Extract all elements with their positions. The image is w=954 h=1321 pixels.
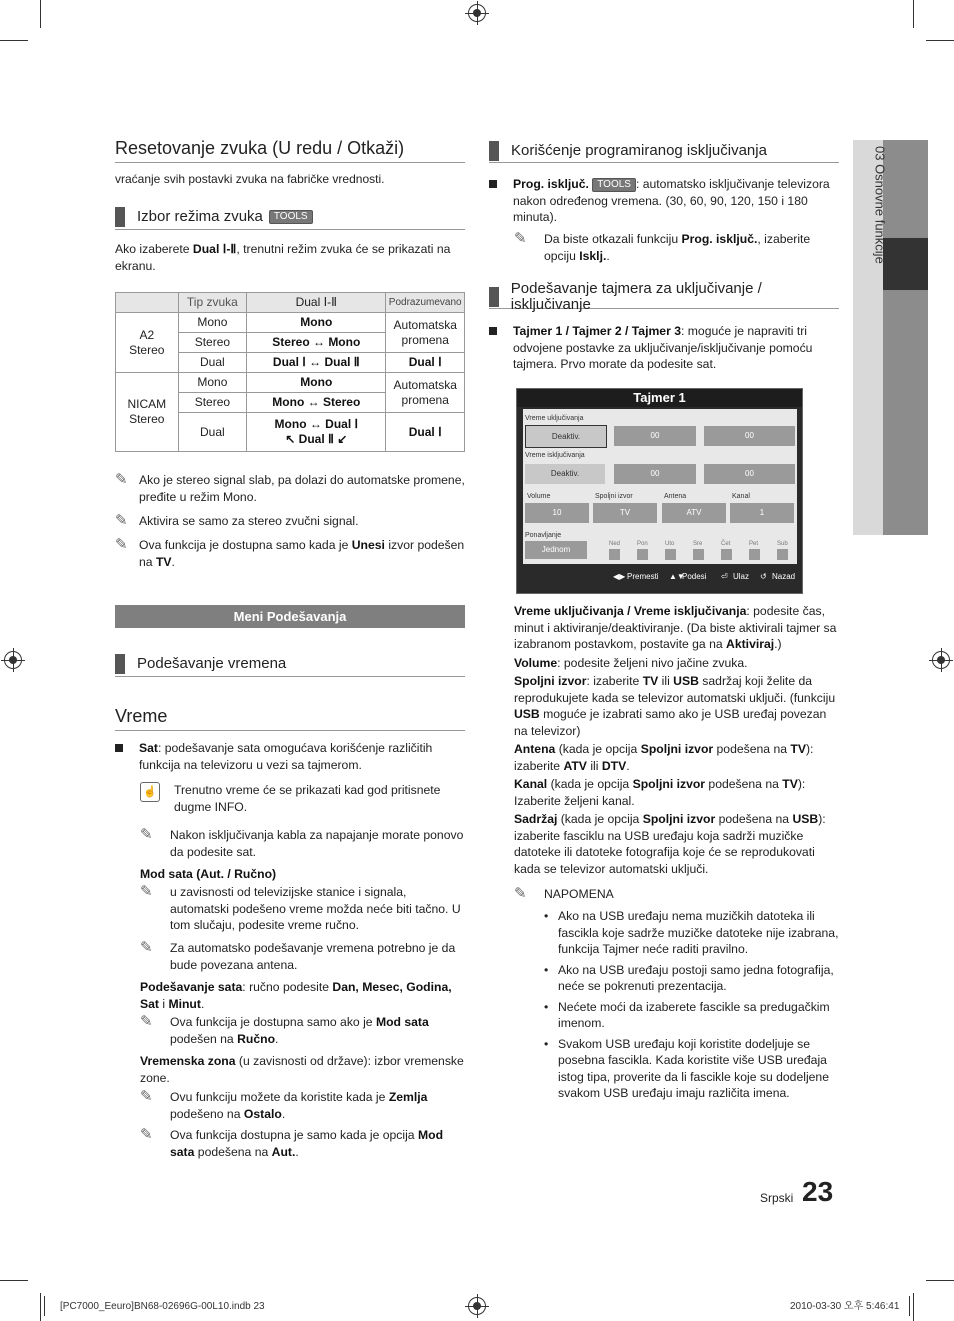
reset-description: vraćanje svih postavki zvuka na fabričke vrednosti. (115, 172, 385, 186)
crop-mark (926, 40, 954, 41)
chapter-label: 03 Osnovne funkcije (872, 146, 888, 264)
table-row: Stereo Mono ↔ Stereo (116, 393, 465, 413)
table-row: A2 Stereo Mono Mono Automatska promena (116, 313, 465, 333)
file-info: [PC7000_Eeuro]BN68-02696G-00L10.indb 23 (60, 1301, 265, 1312)
channel-field[interactable]: 1 (730, 503, 794, 523)
chapter-side-tab (853, 140, 928, 535)
pencil-note-icon: ✎ (140, 883, 153, 900)
timer-osd-screen: Tajmer 1 Vreme uključivanja Deaktiv. 00 00 Vreme isključivanja Deaktiv. 00 00 Volume Spoljni izvor Antena Kanal 10 TV ATV 1 Ponavljanje Jednom Ned Pon Uto Sre Čet Pet Sub ◀▶ Premesti ▲▼ Podesi ⏎ Ulaz ↺ Nazad (516, 388, 803, 594)
note-item: ☝ Trenutno vreme će se prikazati kad god pritisnete dugme INFO. (140, 782, 465, 815)
note-item: ✎ Ako je stereo signal slab, pa dolazi do automatske promene, pređite u režim Mono. (115, 471, 465, 504)
tools-button-icon: TOOLS (269, 210, 313, 224)
crop-mark (0, 1280, 28, 1281)
note-item: ✎ Aktivira se samo za stereo zvučni signal. (115, 512, 359, 529)
page-number: 23 (802, 1176, 834, 1207)
off-time-minute-field[interactable]: 00 (704, 464, 795, 484)
repeat-field[interactable]: Jednom (525, 541, 587, 559)
registration-mark-icon (932, 651, 950, 669)
table-row: NICAM Stereo Mono Mono Automatska promena (116, 373, 465, 393)
pencil-note-icon: ✎ (140, 1126, 153, 1143)
crop-mark (926, 1280, 954, 1281)
pencil-note-icon: ✎ (140, 1088, 153, 1105)
antenna-field[interactable]: ATV (662, 503, 726, 523)
off-time-hour-field[interactable]: 00 (614, 464, 696, 484)
subheading-time-settings: Podešavanje vremena (115, 652, 465, 677)
crop-mark (40, 0, 41, 28)
pencil-note-icon: ✎ (514, 885, 527, 902)
bullet-item: Tajmer 1 / Tajmer 2 / Tajmer 3: moguće je napraviti tri odvojene postavke za uključivanje/isključivanje pomoću tajmera. Prvo morate da podesite sat. (489, 323, 839, 373)
registration-mark-icon (4, 651, 22, 669)
day-checkbox[interactable] (693, 549, 704, 560)
sound-type-table (115, 292, 465, 452)
osd-panel: Vreme uključivanja Deaktiv. 00 00 Vreme isključivanja Deaktiv. 00 00 Volume Spoljni izvor Antena Kanal 10 TV ATV 1 Ponavljanje Jednom Ned Pon Uto Sre Čet Pet Sub (523, 409, 797, 564)
remote-hand-icon: ☝ (140, 782, 160, 802)
return-icon: ↺ (760, 572, 767, 581)
pencil-note-icon: ✎ (140, 826, 153, 843)
timer-description: Vreme uključivanja / Vreme isključivanja: podesite čas, minut i aktiviranje/deaktiviranje. (Da biste aktivirali tajmer sa izabranom postavkom, postavite ga na Aktiviraj.) Volume: podesite željeni nivo jačine zvuka. Spoljni izvor: izaberite TV ili USB sadržaj koji želite da reprodukujete kada se televizor automatski uključi. (funkciju USB moguće je izabrati samo ako je USB uređaj povezan na televizor) Antena (kada je opcija Spoljni izvor podešena na TV): izaberite ATV ili DTV. Kanal (kada je opcija Spoljni izvor podešena na TV): Izaberite željeni kanal. Sadržaj (kada je opcija Spoljni izvor podešena na USB): izaberite fasciklu na USB uređaju koja sadrži muzičke datoteke ili datoteke fotografija koje će se reprodukovati kada se televizor automatski uključi. (514, 604, 837, 876)
list-item: • Nećete moći da izaberete fascikle sa predugačkim imenom. (544, 999, 830, 1030)
clock-set-paragraph: Podešavanje sata: ručno podesite Dan, Mesec, Godina, Sat i Minut. (140, 980, 452, 1011)
bullet-item: Prog. isključ. TOOLS : automatsko isključivanje televizora nakon određenog vremena. (30, 60, 90, 120, 150 i 180 minuta). (489, 176, 839, 226)
pencil-note-icon: ✎ (140, 1013, 153, 1030)
pencil-note-icon: ✎ (115, 536, 128, 553)
note-item: ✎ Za automatsko podešavanje vremena potrebno je da bude povezana antena. (140, 939, 456, 972)
note-item: ✎ u zavisnosti od televizijske stanice i signala, automatski podešeno vreme možda neće biti tačno. U tom slučaju, podesite vreme ručno. (140, 883, 461, 932)
crop-mark (913, 0, 914, 28)
note-item: ✎ Ovu funkciju možete da koristite kada je Zemlja podešeno na Ostalo. (140, 1088, 428, 1121)
pencil-note-icon: ✎ (115, 512, 128, 529)
day-checkbox[interactable] (777, 549, 788, 560)
table-row: Dual Mono ↔ Dual Ⅰ ↖ Dual Ⅱ ↙ Dual Ⅰ (116, 413, 465, 452)
subheading-on-off-timer: Podešavanje tajmera za uključivanje / isključivanje (489, 286, 839, 309)
on-time-hour-field[interactable]: 00 (614, 426, 696, 446)
on-time-minute-field[interactable]: 00 (704, 426, 795, 446)
table-header-row: Tip zvuka Dual Ⅰ-Ⅱ Podrazumevano (116, 293, 465, 313)
subheading-sound-mode: Izbor režima zvuka TOOLS (115, 205, 465, 230)
pencil-note-icon: ✎ (115, 471, 128, 488)
day-checkbox[interactable] (609, 549, 620, 560)
pencil-note-icon: ✎ (140, 939, 153, 956)
enter-icon: ⏎ (721, 572, 728, 581)
note-item: ✎ Ova funkcija je dostupna samo kada je Unesi izvor podešen na TV. (115, 536, 465, 569)
day-checkbox[interactable] (749, 549, 760, 560)
print-date: 2010-03-30 오후 5:46:41 (790, 1301, 900, 1312)
note-item: ✎ Nakon isključivanja kabla za napajanje morate ponovo da podesite sat. (140, 826, 464, 859)
day-checkbox[interactable] (665, 549, 676, 560)
note-item: ✎ NAPOMENA (514, 885, 614, 902)
note-item: ✎ Da biste otkazali funkciju Prog. isključ., izaberite opciju Isklj.. (514, 230, 811, 263)
list-item: • Ako na USB uređaju postoji samo jedna fotografija, neće se pokrenuti prezentacija. (544, 962, 834, 993)
section-heading-reset: Resetovanje zvuka (U redu / Otkaži) (115, 140, 465, 163)
settings-menu-bar: Meni Podešavanja (115, 605, 465, 628)
crop-mark (40, 1293, 41, 1321)
off-time-activation-field[interactable]: Deaktiv. (525, 464, 605, 484)
day-checkbox[interactable] (637, 549, 648, 560)
on-time-activation-field[interactable]: Deaktiv. (525, 425, 607, 448)
list-item: • Ako na USB uređaju nema muzičkih datoteka ili fascikla koje sadrže muzičke datoteke nije izabrana, funkcija Tajmer neće raditi pravilno. (544, 909, 839, 956)
note-bullet-list (544, 908, 839, 1102)
table-row: Stereo Stereo ↔ Mono (116, 333, 465, 353)
section-heading-time: Vreme (115, 708, 465, 731)
note-item: ✎ Ova funkcija dostupna je samo kada je opcija Mod sata podešena na Aut.. (140, 1126, 444, 1159)
day-checkbox[interactable] (721, 549, 732, 560)
move-icon: ◀▶ (613, 572, 626, 581)
pencil-note-icon: ✎ (514, 230, 527, 247)
sound-mode-paragraph: Ako izaberete Dual Ⅰ-Ⅱ, trenutni režim zvuka će se prikazati na ekranu. (115, 242, 451, 273)
source-field[interactable]: TV (593, 503, 657, 523)
tools-button-icon: TOOLS (592, 178, 636, 192)
bullet-item: Sat: podešavanje sata omogućava korišćenje različitih funkcija na televizoru u vezi sa tajmerom. (115, 740, 465, 773)
crop-mark (913, 1293, 914, 1321)
osd-title: Tajmer 1 (517, 389, 802, 407)
table-row: Dual Dual Ⅰ ↔ Dual Ⅱ Dual Ⅰ (116, 353, 465, 373)
adjust-icon: ▲▼ (669, 572, 685, 581)
time-zone-paragraph: Vremenska zona (u zavisnosti od države): izbor vremenske zone. (140, 1054, 464, 1085)
crop-mark (0, 40, 28, 41)
registration-mark-icon (468, 4, 486, 22)
language-label: Srpski (760, 1191, 794, 1205)
list-item: • Svakom USB uređaju koji koristite dodeljuje se posebna fascikla. Kada koristite više USB uređaja istog tipa, proverite da li fascikle koje su dodeljene svakom USB uređaju imaju različita imena. (544, 1036, 829, 1100)
registration-mark-icon (468, 1297, 486, 1315)
volume-field[interactable]: 10 (525, 503, 589, 523)
clock-mode-heading: Mod sata (Aut. / Ručno) (140, 867, 277, 881)
note-item: ✎ Ova funkcija je dostupna samo ako je Mod sata podešen na Ručno. (140, 1013, 429, 1046)
subheading-sleep-timer: Korišćenje programiranog isključivanja (489, 140, 839, 163)
